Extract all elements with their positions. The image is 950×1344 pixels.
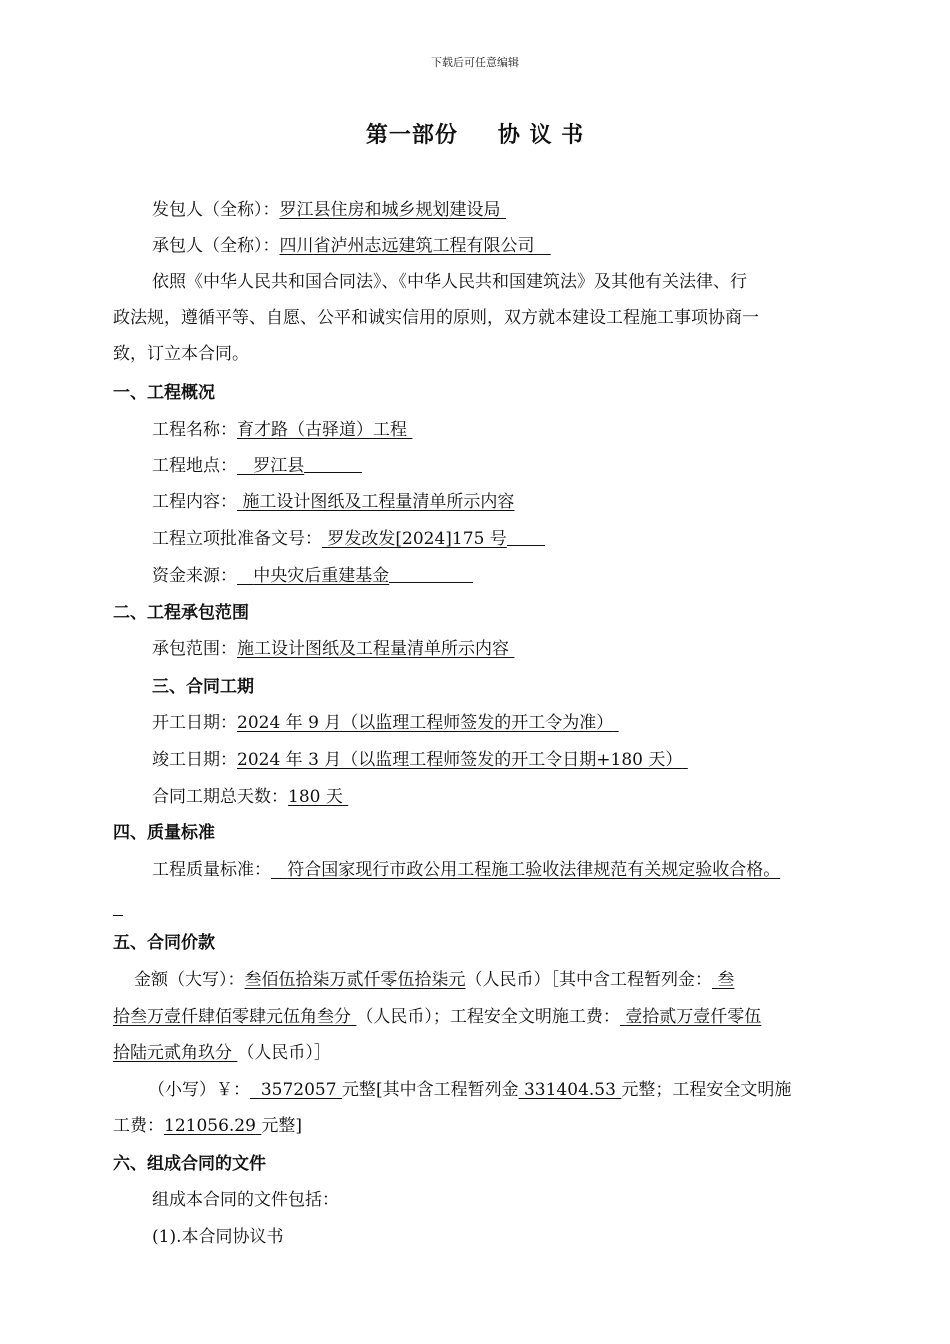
employer-value: 罗江县住房和城乡规划建设局 [279, 200, 501, 220]
quality-line: 工程质量标准： 符合国家现行市政公用工程施工验收法律规范有关规定验收合格。 [152, 860, 781, 880]
safety-words-value-b: 拾陆元贰角玖分 [113, 1043, 232, 1063]
amount-figures-line-2: 工费：121056.29 元整] [113, 1116, 302, 1136]
section-6-heading: 六、组成合同的文件 [113, 1154, 266, 1174]
employer-line: 发包人（全称）：罗江县住房和城乡规划建设局 [152, 200, 501, 220]
amount-line-3: 拾陆元贰角玖分 （人民币）］ [113, 1043, 331, 1063]
preamble-line-2: 政法规，遵循平等、自愿、公平和诚实信用的原则，双方就本建设工程施工事项协商一 [113, 308, 759, 328]
quality-value: 符合国家现行市政公用工程施工验收法律规范有关规定验收合格。 [287, 860, 781, 880]
total-days-line: 合同工期总天数：180 天 [152, 787, 343, 807]
amount-figures-value: 3572057 [260, 1080, 337, 1100]
amount-words-value: 叁佰伍拾柒万贰仟零伍拾柒元 [244, 970, 466, 990]
preamble-line-1: 依照《中华人民共和国合同法》、《中华人民共和国建筑法》及其他有关法律、行 [152, 272, 747, 292]
page-title [0, 118, 950, 149]
project-name-line: 工程名称：育才路（古驿道）工程 [152, 420, 407, 440]
preamble-line-3: 致，订立本合同。 [113, 344, 249, 364]
amount-line-1: 金额（大写）：叁佰伍拾柒万贰仟零伍拾柒元（人民币）［其中含工程暂列金： 叁 [134, 970, 735, 990]
section-1-heading: 一、工程概况 [113, 383, 215, 403]
end-date-value: 2024 年 3 月（以监理工程师签发的开工令日期+180 天） [237, 750, 683, 770]
safety-figures-value: 121056.29 [164, 1116, 256, 1136]
safety-words-value-a: 壹拾贰万壹仟零伍 [625, 1007, 762, 1027]
provisional-figures-value: 331404.53 [523, 1080, 616, 1100]
total-days-value: 180 天 [288, 787, 343, 807]
fund-source-line: 资金来源： 中央灾后重建基金 [152, 565, 473, 587]
contractor-value: 四川省泸州志远建筑工程有限公司 [279, 236, 535, 256]
title-name: 协 议 书 [497, 123, 585, 148]
start-date-line: 开工日期：2024 年 9 月（以监理工程师签发的开工令为准） [152, 713, 614, 733]
project-content-line: 工程内容： 施工设计图纸及工程量清单所示内容 [152, 492, 515, 512]
provisional-words-value-a: 叁 [717, 970, 735, 990]
scope-value: 施工设计图纸及工程量清单所示内容 [237, 639, 509, 659]
project-site-line: 工程地点： 罗江县 [152, 455, 362, 477]
project-site-value: 罗江县 [253, 456, 305, 476]
provisional-words-value-b: 拾叁万壹仟肆佰零肆元伍角叁分 [113, 1007, 351, 1027]
amount-line-2: 拾叁万壹仟肆佰零肆元伍角叁分 （人民币）；工程安全文明施工费： 壹拾贰万壹仟零伍 [113, 1007, 762, 1027]
amount-figures-line-1: （小写）￥： 3572057 元整[其中含工程暂列金 331404.53 元整；工程安全文明施 [148, 1080, 792, 1100]
approval-no-line: 工程立项批准备文号： 罗发改发[2024]175 号 [152, 528, 545, 550]
header-note: 下载后可任意编辑 [431, 56, 519, 69]
project-content-value: 施工设计图纸及工程量清单所示内容 [242, 492, 515, 512]
section-4-heading: 四、质量标准 [113, 823, 215, 843]
documents-intro: 组成本合同的文件包括： [152, 1190, 339, 1210]
start-date-value: 2024 年 9 月（以监理工程师签发的开工令为准） [237, 713, 614, 733]
section-2-heading: 二、工程承包范围 [113, 603, 249, 623]
approval-no-value: 罗发改发[2024]175 号 [327, 529, 507, 549]
project-name-value: 育才路（古驿道）工程 [237, 420, 407, 440]
fund-source-value: 中央灾后重建基金 [253, 566, 390, 586]
documents-item-1: (1).本合同协议书 [152, 1227, 284, 1247]
contractor-line: 承包人（全称）：四川省泸州志远建筑工程有限公司 [152, 236, 535, 256]
quality-continuation [113, 898, 123, 920]
section-5-heading: 五、合同价款 [113, 933, 215, 953]
section-3-heading: 三、合同工期 [152, 677, 254, 697]
scope-line: 承包范围：施工设计图纸及工程量清单所示内容 [152, 639, 509, 659]
end-date-line: 竣工日期：2024 年 3 月（以监理工程师签发的开工令日期+180 天） [152, 750, 683, 770]
title-part: 第一部份 [365, 123, 458, 148]
